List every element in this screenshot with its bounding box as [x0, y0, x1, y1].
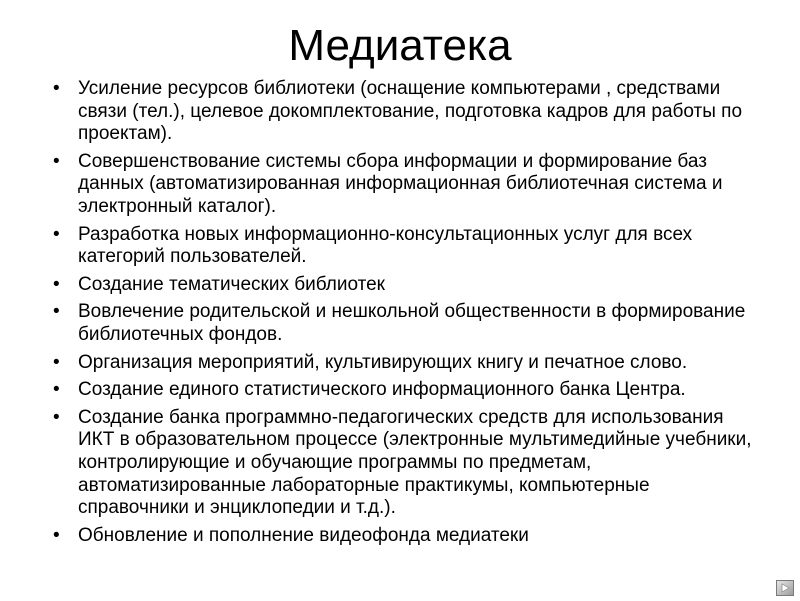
bullet-item: • Обновление и пополнение видеофонда медиатеки: [50, 525, 755, 548]
bullet-item: • Создание тематических библиотек: [50, 274, 755, 297]
bullet-item: • Вовлечение родительской и нешкольной общественности в формирование библиотечных фондов.: [50, 301, 755, 346]
slide-title: Медиатека: [288, 21, 512, 70]
bullet-item: • Создание единого статистического информационного банка Центра.: [50, 379, 755, 402]
bullet-item: • Усиление ресурсов библиотеки (оснащение компьютерами , средствами связи (тел.), целевое докомплектование, подготовка кадров для работы по проектам).: [50, 78, 755, 146]
bullet-item: • Организация мероприятий, культивирующих книгу и печатное слово.: [50, 352, 755, 375]
bullet-item: • Разработка новых информационно-консультационных услуг для всех категорий пользователей.: [50, 224, 755, 269]
bullet-item: • Создание банка программно-педагогических средств для использования ИКТ в образовательном процессе (электронные мультимедийные учебники, контролирующие и обучающие программы по предметам, автоматизированные лабораторные практикумы, компьютерные справочники и энциклопедии и т.д.).: [50, 407, 755, 520]
slide-nav-icon[interactable]: [776, 580, 794, 596]
bullet-item: • Совершенствование системы сбора информации и формирование баз данных (автоматизированная информационная библиотечная система и электронный каталог).: [50, 151, 755, 219]
bullet-list: [50, 78, 755, 552]
